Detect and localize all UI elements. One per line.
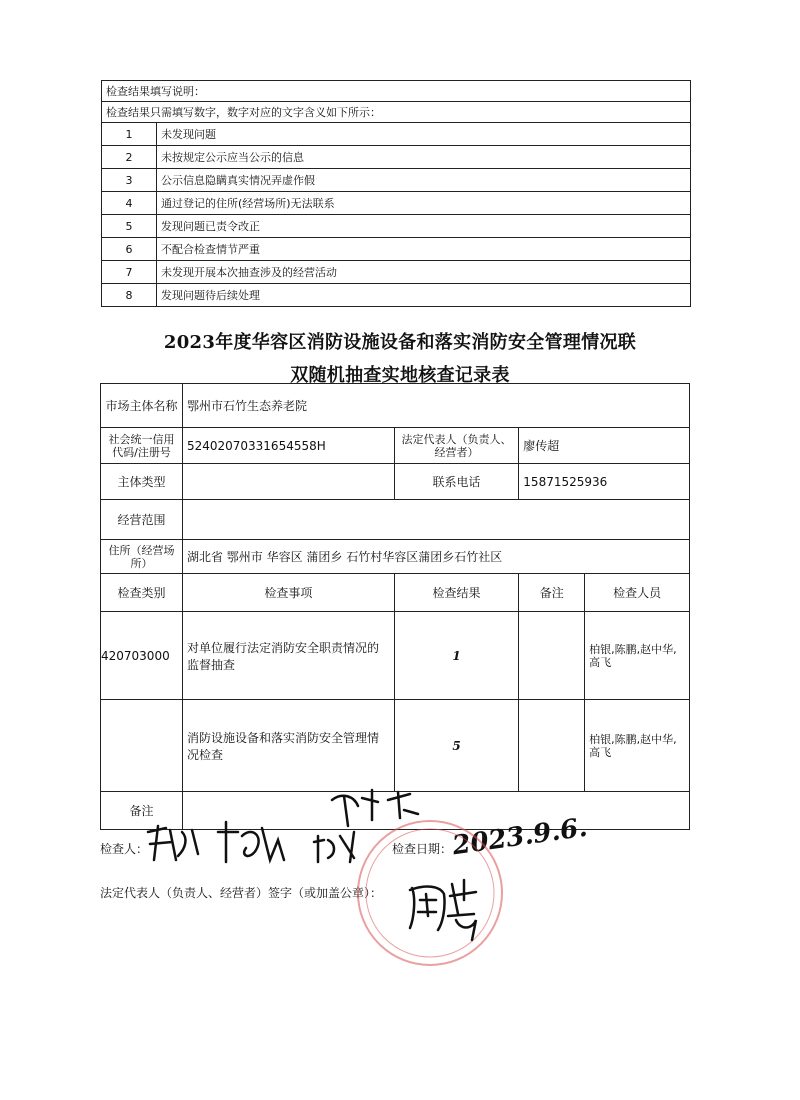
scope-label: 经营范围 — [101, 500, 183, 540]
legend-heading: 检查结果填写说明： — [102, 81, 691, 102]
legend-num: 3 — [102, 169, 157, 192]
header-remark: 备注 — [519, 574, 585, 612]
legend-text: 发现问题待后续处理 — [157, 284, 691, 307]
scope-value — [182, 500, 689, 540]
credit-code-label: 社会统一信用代码/注册号 — [101, 428, 183, 464]
legend-text: 未发现开展本次抽查涉及的经营活动 — [157, 261, 691, 284]
legal-rep-value: 廖传超 — [519, 428, 690, 464]
legend-text: 公示信息隐瞒真实情况弄虚作假 — [157, 169, 691, 192]
row-result-handwritten: 1 — [394, 612, 519, 700]
table-row — [101, 612, 690, 700]
entity-type-value — [182, 464, 394, 500]
date-handwritten: 2023.9.6. — [450, 812, 590, 862]
legend-row — [102, 215, 691, 238]
legend-text: 不配合检查情节严重 — [157, 238, 691, 261]
legend-row — [102, 284, 691, 307]
table-row — [101, 700, 690, 792]
row-item: 消防设施设备和落实消防安全管理情况检查 — [182, 700, 394, 792]
remark-value — [182, 792, 689, 830]
legend-num: 7 — [102, 261, 157, 284]
legend-num: 6 — [102, 238, 157, 261]
credit-code-value: 52402070331654558H — [182, 428, 394, 464]
row-remark — [519, 700, 585, 792]
phone-label: 联系电话 — [394, 464, 519, 500]
legend-row — [102, 238, 691, 261]
legend-row — [102, 146, 691, 169]
legend-table — [101, 80, 691, 307]
remark-label: 备注 — [101, 792, 183, 830]
row-result-handwritten: 5 — [394, 700, 519, 792]
row-inspectors: 柏银,陈鹏,赵中华,高飞 — [585, 700, 690, 792]
entity-name-value: 鄂州市石竹生态养老院 — [182, 384, 689, 428]
form-title-line1: 2023年度华容区消防设施设备和落实消防安全管理情况联 — [163, 332, 637, 353]
header-result: 检查结果 — [394, 574, 519, 612]
legend-row — [102, 192, 691, 215]
phone-value: 15871525936 — [519, 464, 690, 500]
date-label: 检查日期： — [392, 842, 453, 856]
header-item: 检查事项 — [182, 574, 394, 612]
legend-text: 发现问题已责令改正 — [157, 215, 691, 238]
row-category — [101, 700, 183, 792]
address-label: 住所（经营场所） — [101, 540, 183, 574]
legend-intro: 检查结果只需填写数字，数字对应的文字含义如下所示： — [102, 102, 691, 123]
header-category: 检查类别 — [101, 574, 183, 612]
legend-row — [102, 123, 691, 146]
address-value: 湖北省 鄂州市 华容区 蒲团乡 石竹村华容区蒲团乡石竹社区 — [182, 540, 689, 574]
legend-text: 未发现问题 — [157, 123, 691, 146]
row-remark — [519, 612, 585, 700]
inspection-table — [100, 383, 690, 830]
legend-text: 通过登记的住所(经营场所)无法联系 — [157, 192, 691, 215]
entity-type-label: 主体类型 — [101, 464, 183, 500]
inspector-label: 检查人： — [100, 842, 149, 856]
legal-sign-label: 法定代表人（负责人、经营者）签字（或加盖公章）： — [100, 886, 383, 900]
legend-row — [102, 169, 691, 192]
row-item: 对单位履行法定消防安全职责情况的监督抽查 — [182, 612, 394, 700]
legend-num: 5 — [102, 215, 157, 238]
form-title-line2: 双随机抽查实地核查记录表 — [290, 365, 510, 386]
legal-rep-signature — [410, 880, 476, 940]
legend-num: 8 — [102, 284, 157, 307]
legend-text: 未按规定公示应当公示的信息 — [157, 146, 691, 169]
header-inspectors: 检查人员 — [585, 574, 690, 612]
legend-num: 1 — [102, 123, 157, 146]
row-category: 420703000 — [101, 612, 183, 700]
legend-num: 4 — [102, 192, 157, 215]
legal-rep-label: 法定代表人（负责人、经营者） — [394, 428, 519, 464]
entity-name-label: 市场主体名称 — [101, 384, 183, 428]
row-inspectors: 柏银,陈鹏,赵中华,高飞 — [585, 612, 690, 700]
legend-row — [102, 261, 691, 284]
legend-num: 2 — [102, 146, 157, 169]
